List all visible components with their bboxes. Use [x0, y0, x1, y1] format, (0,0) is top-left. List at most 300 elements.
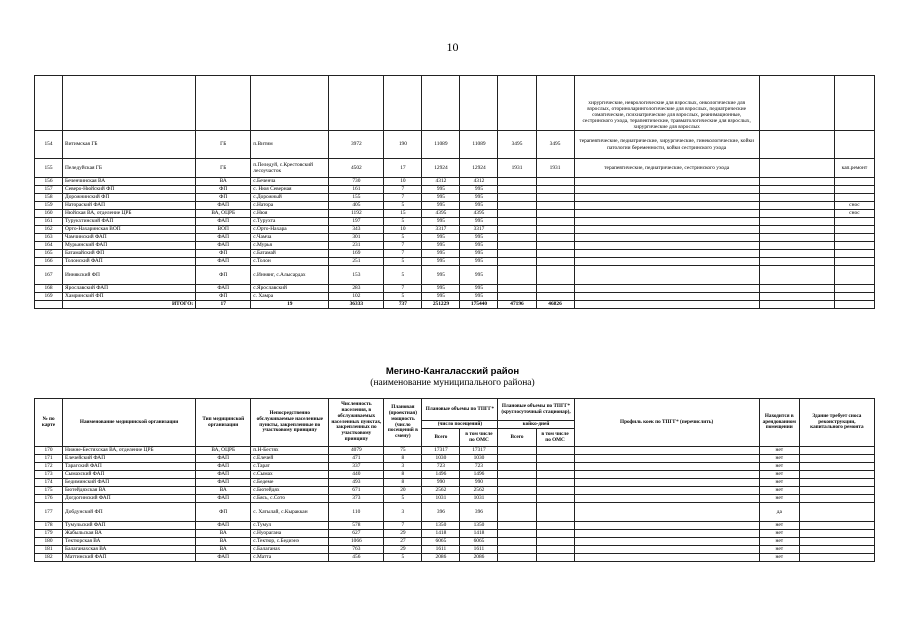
row-number: 169 [35, 293, 63, 301]
visits-total: 17317 [422, 447, 460, 455]
column-12 [759, 178, 834, 186]
facility-name: Нюйская ВА, отделение ЦРБ [63, 210, 196, 218]
building-requirement [834, 250, 874, 258]
table-row [35, 463, 875, 471]
capacity: 7 [384, 242, 422, 250]
bed-days-oms [536, 258, 574, 266]
column-12 [759, 210, 834, 218]
bed-days-total [498, 530, 536, 538]
visits-total: 1350 [422, 522, 460, 530]
capacity: 8 [384, 479, 422, 487]
capacity: 5 [384, 495, 422, 503]
facility-name: Догдогинский ФАП [63, 495, 196, 503]
bed-days-total [498, 202, 536, 210]
bed-days-oms [536, 250, 574, 258]
bed-days-oms [536, 471, 574, 479]
visits-total: 723 [422, 463, 460, 471]
bed-days-oms: 3495 [536, 131, 574, 159]
bed-profile [574, 266, 759, 285]
visits-oms: 995 [460, 258, 498, 266]
capacity: 3 [384, 463, 422, 471]
facility-name: Беченчинская ВА [63, 178, 196, 186]
bed-profile [574, 495, 759, 503]
building-requirement [799, 447, 874, 455]
row-number: 158 [35, 194, 63, 202]
total-count: 17 [196, 301, 251, 309]
table-row [35, 487, 875, 495]
column-12 [759, 226, 834, 234]
row-number: 157 [35, 186, 63, 194]
capacity: 190 [384, 131, 422, 159]
facility-name: Тектюрская ВА [63, 538, 196, 546]
visits-total: 995 [422, 250, 460, 258]
visits-total: 11089 [422, 131, 460, 159]
facility-name: Бютейдяхская ВА [63, 487, 196, 495]
building-requirement [799, 554, 874, 562]
capacity: 17 [384, 159, 422, 178]
visits-oms: 2562 [460, 487, 498, 495]
bed-days-oms [536, 503, 574, 522]
visits-total: 4395 [422, 210, 460, 218]
rented-premises: нет [759, 487, 799, 495]
bed-profile [574, 258, 759, 266]
visits-oms: 1496 [460, 471, 498, 479]
building-requirement: снос [834, 202, 874, 210]
rented-premises: нет [759, 479, 799, 487]
visits-total: 4312 [422, 178, 460, 186]
population: 197 [329, 218, 384, 226]
facility-name: Тумульский ФАП [63, 522, 196, 530]
capacity: 8 [384, 455, 422, 463]
header-profile: Профиль коек по ТПГГ* (перечислить) [574, 399, 759, 447]
population: 169 [329, 250, 384, 258]
row-number: 177 [35, 503, 63, 522]
continuation-profile-cell: хирургические, неврологические для взрослых, онкологические для взрослых, оториноларингологические для взрослых, педиатрические соматические, психиатрические для взрослых, реанимационные, сестринского ухода, терапевтические, травматологические для взрослых, хирургические для взрослых [574, 76, 759, 131]
facility-type: ВА [196, 178, 251, 186]
region-title: Мегино-Кангаласский район [385, 366, 520, 377]
population: 301 [329, 234, 384, 242]
bed-days-total [498, 487, 536, 495]
table-row [35, 186, 875, 194]
population: 671 [329, 487, 384, 495]
total-visits-oms: 175440 [460, 301, 498, 309]
building-requirement [834, 194, 874, 202]
capacity: 7 [384, 250, 422, 258]
table-row [35, 202, 875, 210]
row-number: 163 [35, 234, 63, 242]
bed-profile [574, 250, 759, 258]
capacity: 10 [384, 226, 422, 234]
bed-days-oms [536, 242, 574, 250]
population: 627 [329, 530, 384, 538]
rented-premises: нет [759, 463, 799, 471]
visits-oms: 396 [460, 503, 498, 522]
visits-oms: 995 [460, 218, 498, 226]
population: 4079 [329, 447, 384, 455]
facility-type: ФП [196, 194, 251, 202]
population: 251 [329, 258, 384, 266]
header-plan-beds: Плановые объемы по ТПГГ* (круглосуточный стационар), [498, 399, 574, 421]
bed-days-oms [536, 293, 574, 301]
capacity: 5 [384, 293, 422, 301]
table-row [35, 479, 875, 487]
continuation-row [35, 76, 875, 131]
population: 578 [329, 522, 384, 530]
header-num: № по карте [35, 399, 63, 447]
bed-days-oms [536, 285, 574, 293]
row-number: 179 [35, 530, 63, 538]
facility-name: Нижне-Бестяхская ВА, отделение ЦРБ [63, 447, 196, 455]
visits-oms: 1611 [460, 546, 498, 554]
table-row [35, 210, 875, 218]
capacity: 7 [384, 285, 422, 293]
bed-profile [574, 202, 759, 210]
facility-name: Балаганахская ВА [63, 546, 196, 554]
settlement: п.Витим [251, 131, 329, 159]
bed-days-total [498, 178, 536, 186]
rented-premises: нет [759, 522, 799, 530]
header-power: Плановая (проектная) мощность (число посещений в смену) [384, 399, 422, 447]
visits-total: 995 [422, 293, 460, 301]
table-row [35, 242, 875, 250]
bed-profile: терапевтические, педиатрические, сестринского ухода [574, 159, 759, 178]
bed-days-oms [536, 226, 574, 234]
rented-premises: нет [759, 495, 799, 503]
facility-type: ФАП [196, 258, 251, 266]
bed-profile: терапевтические, педиатрические, хирургические, гинекологические, койки патологии беременности, койки сестринского ухода [574, 131, 759, 159]
bed-days-total [498, 266, 536, 285]
settlement: с.Бясь, с.Сото [251, 495, 329, 503]
row-number: 160 [35, 210, 63, 218]
facility-name: Пеледуйская ГБ [63, 159, 196, 178]
bed-profile [574, 178, 759, 186]
bed-profile [574, 226, 759, 234]
facility-name: Орто-Нахаринская ВОП [63, 226, 196, 234]
settlement: с.Тектюр, с.Бедиэнэ [251, 538, 329, 546]
rented-premises: нет [759, 546, 799, 554]
visits-oms: 995 [460, 242, 498, 250]
settlement: с.Сымах [251, 471, 329, 479]
visits-oms: 4395 [460, 210, 498, 218]
facility-name: Чамчинский ФАП [63, 234, 196, 242]
bed-profile [574, 554, 759, 562]
building-requirement [799, 487, 874, 495]
visits-oms: 990 [460, 479, 498, 487]
visits-oms: 3317 [460, 226, 498, 234]
building-requirement [799, 471, 874, 479]
facility-name: Витимская ГБ [63, 131, 196, 159]
building-requirement [799, 538, 874, 546]
facility-name: Маттинский ФАП [63, 554, 196, 562]
column-12 [759, 242, 834, 250]
bed-profile [574, 538, 759, 546]
building-requirement [799, 479, 874, 487]
table-row [35, 455, 875, 463]
header-beds-oms: в том числе по ОМС [536, 429, 574, 447]
row-number: 168 [35, 285, 63, 293]
header-beds-all: Всего [498, 429, 536, 447]
building-requirement [834, 234, 874, 242]
row-number: 172 [35, 463, 63, 471]
bed-days-total [498, 455, 536, 463]
building-requirement [799, 495, 874, 503]
settlement: с.Тумул [251, 522, 329, 530]
rented-premises: нет [759, 447, 799, 455]
capacity: 75 [384, 447, 422, 455]
bed-days-total [498, 226, 536, 234]
population: 153 [329, 266, 384, 285]
bed-days-total [498, 554, 536, 562]
bed-days-total [498, 447, 536, 455]
settlement: с.Натора [251, 202, 329, 210]
header-visits-oms: в том числе по ОМС [460, 429, 498, 447]
population: 161 [329, 186, 384, 194]
row-number: 154 [35, 131, 63, 159]
settlement: п.Н-Бестях [251, 447, 329, 455]
bed-days-total [498, 495, 536, 503]
population: 337 [329, 463, 384, 471]
facility-type: ФП [196, 266, 251, 285]
bed-days-oms [536, 447, 574, 455]
capacity: 3 [384, 503, 422, 522]
rented-premises: нет [759, 455, 799, 463]
bed-days-oms [536, 554, 574, 562]
visits-total: 995 [422, 266, 460, 285]
total-capacity: 737 [384, 301, 422, 309]
visits-total: 995 [422, 234, 460, 242]
facility-type: ФАП [196, 479, 251, 487]
facility-name: Сымахский ФАП [63, 471, 196, 479]
bed-profile [574, 186, 759, 194]
visits-oms: 1030 [460, 455, 498, 463]
row-number: 182 [35, 554, 63, 562]
facility-type: ВОП [196, 226, 251, 234]
facility-name: Мурьинский ФАП [63, 242, 196, 250]
capacity: 5 [384, 258, 422, 266]
settlement: с.Бютейдях [251, 487, 329, 495]
bed-profile [574, 455, 759, 463]
facility-name: Хамринский ФП [63, 293, 196, 301]
settlement: с.Бедеме [251, 479, 329, 487]
visits-total: 12924 [422, 159, 460, 178]
settlement: с.Беченча [251, 178, 329, 186]
building-requirement [799, 463, 874, 471]
visits-total: 2086 [422, 554, 460, 562]
column-12 [759, 194, 834, 202]
facility-type: ФАП [196, 455, 251, 463]
settlement: с.Мурья [251, 242, 329, 250]
capacity: 8 [384, 471, 422, 479]
table-row [35, 159, 875, 178]
total-population: 36333 [329, 301, 384, 309]
rented-premises: нет [759, 471, 799, 479]
bed-days-oms [536, 530, 574, 538]
column-12 [759, 266, 834, 285]
table-row [35, 447, 875, 455]
bed-days-total [498, 242, 536, 250]
facility-name: Турукхтинский ФАП [63, 218, 196, 226]
visits-oms: 995 [460, 202, 498, 210]
visits-total: 396 [422, 503, 460, 522]
bed-days-total [498, 194, 536, 202]
settlement: с.Елечей [251, 455, 329, 463]
capacity: 27 [384, 538, 422, 546]
capacity: 7 [384, 194, 422, 202]
settlement: с.Батамай [251, 250, 329, 258]
visits-oms: 723 [460, 463, 498, 471]
table-row [35, 471, 875, 479]
population: 155 [329, 194, 384, 202]
column-12 [759, 186, 834, 194]
settlement: с.Орто-Нахара [251, 226, 329, 234]
row-number: 176 [35, 495, 63, 503]
visits-total: 1031 [422, 495, 460, 503]
facility-type: ГБ [196, 131, 251, 159]
building-requirement [834, 186, 874, 194]
column-12 [759, 218, 834, 226]
settlement: с. Хамра [251, 293, 329, 301]
bed-days-oms [536, 266, 574, 285]
table-row [35, 285, 875, 293]
bed-days-total [498, 471, 536, 479]
total-label: ИТОГО: [63, 301, 196, 309]
visits-oms: 995 [460, 194, 498, 202]
population: 102 [329, 293, 384, 301]
visits-oms: 995 [460, 266, 498, 285]
row-number: 156 [35, 178, 63, 186]
capacity: 7 [384, 186, 422, 194]
column-12 [759, 258, 834, 266]
building-requirement [799, 530, 874, 538]
capacity: 29 [384, 530, 422, 538]
visits-oms: 4312 [460, 178, 498, 186]
facility-type: ФАП [196, 495, 251, 503]
table-row [35, 258, 875, 266]
facility-type: ФП [196, 503, 251, 522]
visits-total: 1611 [422, 546, 460, 554]
settlement: с.Чамча [251, 234, 329, 242]
bed-profile [574, 522, 759, 530]
capacity: 29 [384, 546, 422, 554]
table-row [35, 554, 875, 562]
row-number: 164 [35, 242, 63, 250]
bed-days-total: 1931 [498, 159, 536, 178]
facility-type: ВА [196, 487, 251, 495]
total-blank [574, 301, 759, 309]
population: 373 [329, 495, 384, 503]
visits-oms: 995 [460, 285, 498, 293]
table-row [35, 530, 875, 538]
facility-name: Батамайский ФП [63, 250, 196, 258]
visits-oms: 17317 [460, 447, 498, 455]
table-row [35, 178, 875, 186]
bed-days-oms [536, 546, 574, 554]
facility-name: Добдунский ФП [63, 503, 196, 522]
bed-days-oms [536, 455, 574, 463]
bed-days-total [498, 463, 536, 471]
visits-oms: 1350 [460, 522, 498, 530]
visits-oms: 2086 [460, 554, 498, 562]
bed-profile [574, 242, 759, 250]
visits-total: 995 [422, 242, 460, 250]
visits-total: 6065 [422, 538, 460, 546]
capacity: 7 [384, 522, 422, 530]
settlement: с. Нюя Северная [251, 186, 329, 194]
facility-name: Тарагский ФАП [63, 463, 196, 471]
column-12 [759, 250, 834, 258]
visits-total: 1496 [422, 471, 460, 479]
settlement: с.Толон [251, 258, 329, 266]
bed-profile [574, 463, 759, 471]
bed-days-oms [536, 210, 574, 218]
facility-type: ФАП [196, 242, 251, 250]
visits-total: 3317 [422, 226, 460, 234]
header-plan-visits-unit: (число посещений) [422, 421, 498, 429]
total-visits: 251229 [422, 301, 460, 309]
bed-days-oms [536, 186, 574, 194]
settlement: с.Балаганах [251, 546, 329, 554]
facility-name: Иннякский ФП [63, 266, 196, 285]
table-row [35, 293, 875, 301]
building-requirement: снос [834, 210, 874, 218]
population: 456 [329, 554, 384, 562]
rented-premises: нет [759, 538, 799, 546]
bed-profile [574, 487, 759, 495]
capacity: 10 [384, 178, 422, 186]
total-bed-days: 47196 [498, 301, 536, 309]
total-blank [834, 301, 874, 309]
bed-days-total [498, 250, 536, 258]
population: 110 [329, 503, 384, 522]
visits-oms: 6065 [460, 538, 498, 546]
bed-profile [574, 285, 759, 293]
building-requirement [799, 503, 874, 522]
visits-total: 995 [422, 258, 460, 266]
bed-days-oms [536, 234, 574, 242]
total-points: 19 [251, 301, 329, 309]
total-blank [35, 301, 63, 309]
facility-name: Дорожнинский ФП [63, 194, 196, 202]
bed-days-oms [536, 218, 574, 226]
building-requirement [834, 226, 874, 234]
bed-days-oms [536, 522, 574, 530]
bed-profile [574, 530, 759, 538]
settlement: с.Тарат [251, 463, 329, 471]
row-number: 165 [35, 250, 63, 258]
visits-oms: 995 [460, 293, 498, 301]
building-requirement [834, 131, 874, 159]
rented-premises: нет [759, 530, 799, 538]
header-population: Численность населения, в обслуживаемых населенных пунктах, закрепленных по участковому принципу [329, 399, 384, 447]
building-requirement [834, 178, 874, 186]
row-number: 174 [35, 479, 63, 487]
visits-total: 995 [422, 285, 460, 293]
column-12 [759, 293, 834, 301]
total-bed-days-oms: 46826 [536, 301, 574, 309]
visits-total: 2562 [422, 487, 460, 495]
table-row [35, 546, 875, 554]
bed-days-total [498, 522, 536, 530]
building-requirement [799, 546, 874, 554]
capacity: 5 [384, 234, 422, 242]
population: 283 [329, 285, 384, 293]
population: 4502 [329, 159, 384, 178]
column-12 [759, 234, 834, 242]
visits-oms: 995 [460, 250, 498, 258]
bed-days-total [498, 285, 536, 293]
population: 730 [329, 178, 384, 186]
table-row [35, 218, 875, 226]
